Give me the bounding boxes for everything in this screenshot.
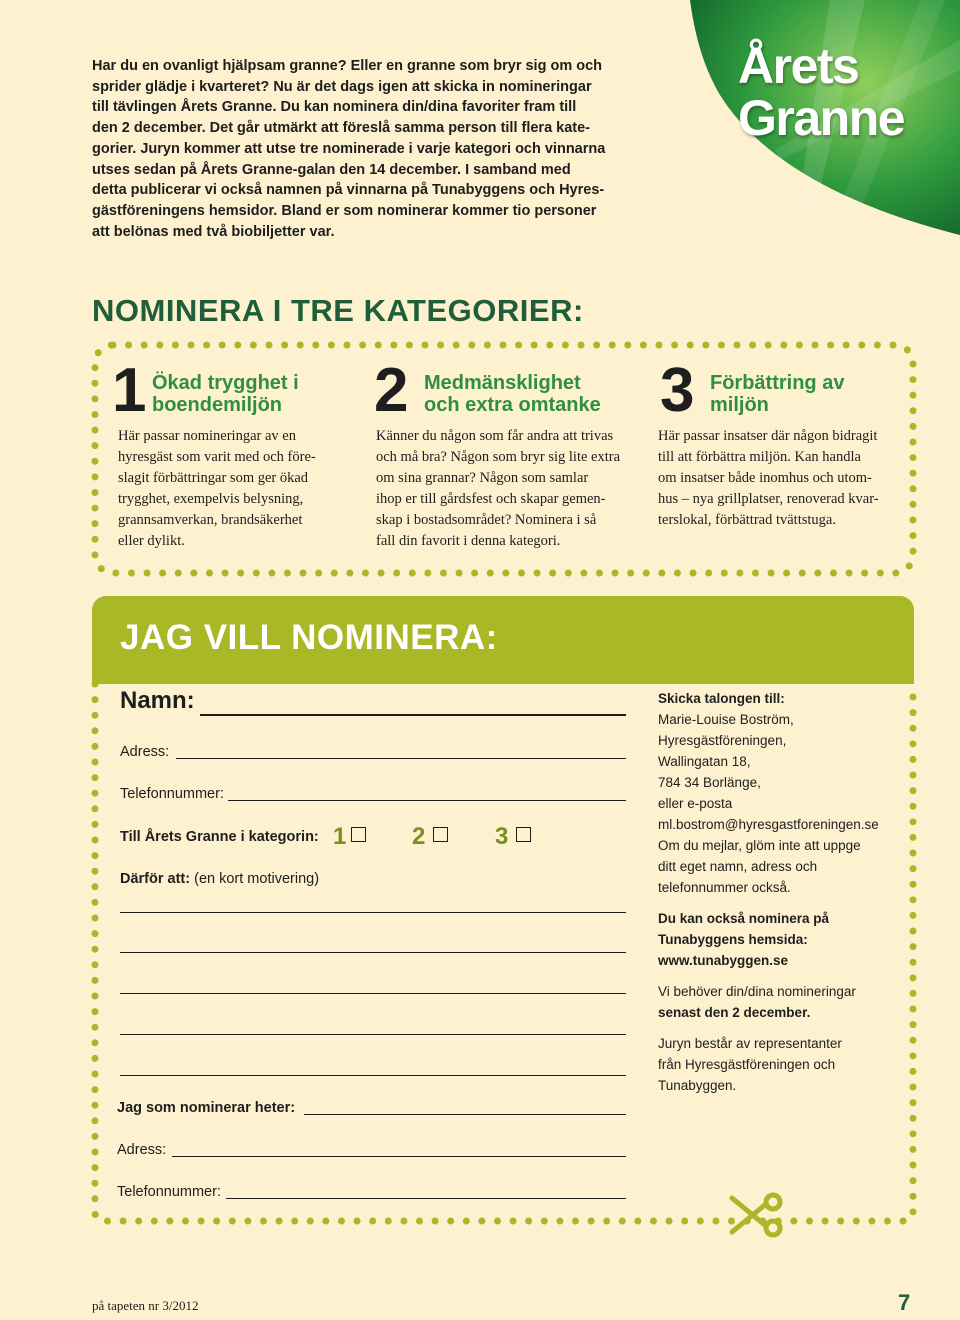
jury-line: Tunabyggen. — [658, 1078, 737, 1093]
brand-title-line2: Granne — [738, 90, 905, 146]
form-title: JAG VILL NOMINERA: — [120, 618, 498, 657]
category-option-3-number: 3 — [495, 823, 509, 850]
address-label: Adress: — [120, 744, 170, 760]
category-option-3-checkbox[interactable] — [516, 827, 531, 842]
categories-heading: NOMINERA I TRE KATEGORIER: — [92, 293, 584, 328]
reason-line-1[interactable] — [120, 912, 626, 913]
category-text-line: fall din favorit i denna kategori. — [376, 533, 561, 549]
web-line: Tunabyggens hemsida: — [658, 932, 808, 947]
category-title-line: boendemiljön — [152, 394, 282, 416]
intro-line: till tävlingen Årets Granne. Du kan nominera din/dina favoriter fram till — [92, 99, 577, 116]
website-link[interactable]: www.tunabyggen.se — [658, 953, 789, 968]
category-description — [118, 426, 340, 552]
phone-field[interactable] — [228, 800, 626, 801]
nominator-phone-field[interactable] — [226, 1198, 626, 1199]
category-title — [424, 372, 601, 416]
phone-label: Telefonnummer: — [120, 786, 224, 802]
category-text-line: trygghet, exempelvis belysning, — [118, 491, 304, 507]
nominator-field[interactable] — [304, 1114, 626, 1115]
nominator-phone-label: Telefonnummer: — [117, 1184, 221, 1200]
category-text-line: grannsamverkan, brandsäkerhet — [118, 512, 303, 528]
category-3 — [658, 356, 900, 560]
category-text-line: ihop er till gårdsfest och skapar gemen- — [376, 491, 606, 507]
submission-info — [658, 688, 890, 1106]
address-line: 784 34 Borlänge, — [658, 775, 761, 790]
category-text-line: hyresgäst som varit med och före- — [118, 449, 316, 465]
category-option-1-checkbox[interactable] — [351, 827, 366, 842]
reason-label-bold: Därför att: — [120, 871, 191, 887]
intro-line: utses sedan på Årets Granne-galan den 14 december. I samband med — [92, 161, 571, 178]
deadline-date: senast den 2 december. — [658, 1005, 811, 1020]
category-description — [376, 426, 632, 552]
category-text-line: och må bra? Någon som bryr sig lite extra — [376, 449, 621, 465]
intro-line: detta publicerar vi också namnen på vinnarna på Tunabyggens och Hyres- — [92, 182, 605, 199]
intro-line: sprider glädje i kvarteret? Nu är det dags igen att skicka in nomineringar — [92, 78, 592, 95]
category-1 — [112, 356, 344, 560]
deadline-line: Vi behöver din/dina nomineringar — [658, 984, 856, 999]
category-title-line: Medmänsklighet — [424, 372, 581, 394]
reason-label — [120, 870, 319, 888]
category-label: Till Årets Granne i kategorin: — [120, 829, 319, 845]
category-text-line: Känner du någon som får andra att trivas — [376, 428, 614, 444]
reason-line-2[interactable] — [120, 952, 626, 953]
category-number: 3 — [660, 356, 693, 425]
category-text-line: Här passar nomineringar av en — [118, 428, 296, 444]
jury-line: Juryn består av representanter — [658, 1036, 842, 1051]
address-line: telefonnummer också. — [658, 880, 791, 895]
category-title-line: miljön — [710, 394, 769, 416]
category-option-1-number: 1 — [333, 823, 347, 850]
name-field[interactable] — [200, 714, 626, 716]
scissors-icon — [728, 1192, 784, 1238]
intro-paragraph — [92, 56, 632, 242]
nominator-address-label: Adress: — [117, 1142, 167, 1158]
category-number: 2 — [374, 356, 407, 425]
category-text-line: terslokal, förbättrad tvättstuga. — [658, 512, 836, 528]
address-line: Om du mejlar, glöm inte att uppge — [658, 838, 861, 853]
nominator-label: Jag som nominerar heter: — [117, 1100, 296, 1116]
category-title-line: och extra omtanke — [424, 394, 601, 416]
intro-line: gorier. Juryn kommer att utse tre nominerade i varje kategori och vinnarna — [92, 140, 606, 157]
email-link[interactable]: ml.bostrom@hyresgastforeningen.se — [658, 817, 879, 832]
send-heading: Skicka talongen till: — [658, 691, 785, 706]
address-line: ditt eget namn, adress och — [658, 859, 818, 874]
category-title — [152, 372, 299, 416]
publication-footer: på tapeten nr 3/2012 — [92, 1298, 199, 1313]
category-number: 1 — [112, 356, 145, 425]
category-text-line: eller dylikt. — [118, 533, 185, 549]
name-label: Namn: — [120, 687, 195, 714]
category-title — [710, 372, 844, 416]
category-text-line: slagit förbättringar som ger ökad — [118, 470, 309, 486]
category-text-line: om sina grannar? Någon som samlar — [376, 470, 589, 486]
address-field[interactable] — [176, 758, 626, 759]
category-2 — [374, 356, 644, 560]
intro-line: att belönas med två biobiljetter var. — [92, 223, 335, 240]
page-number: 7 — [898, 1290, 911, 1315]
address-line: Wallingatan 18, — [658, 754, 751, 769]
jury-line: från Hyresgästföreningen och — [658, 1057, 836, 1072]
address-line: eller e-posta — [658, 796, 733, 811]
category-title-line: Ökad trygghet i — [152, 372, 299, 394]
reason-line-4[interactable] — [120, 1034, 626, 1035]
intro-line: Har du en ovanligt hjälpsam granne? Eller en granne som bryr sig om och — [92, 58, 603, 74]
category-text-line: hus – nya grillplatser, renoverad kvar- — [658, 491, 879, 507]
category-description — [658, 426, 894, 531]
web-line: Du kan också nominera på — [658, 911, 830, 926]
category-option-2-number: 2 — [412, 823, 426, 850]
category-title-line: Förbättring av — [710, 372, 845, 394]
address-line: Marie-Louise Boström, — [658, 712, 794, 727]
brand-title — [738, 40, 948, 144]
category-text-line: om insatser både inomhus och utom- — [658, 470, 872, 486]
category-text-line: till att förbättra miljön. Kan handla — [658, 449, 861, 465]
reason-line-5[interactable] — [120, 1075, 626, 1076]
reason-label-hint: (en kort motivering) — [194, 871, 320, 887]
category-option-2-checkbox[interactable] — [433, 827, 448, 842]
intro-line: den 2 december. Det går utmärkt att föreslå samma person till flera kate- — [92, 120, 591, 137]
nominator-address-field[interactable] — [172, 1156, 626, 1157]
reason-line-3[interactable] — [120, 993, 626, 994]
category-text-line: skap i bostadsområdet? Nominera i så — [376, 512, 597, 528]
category-text-line: Här passar insatser där någon bidragit — [658, 428, 878, 444]
brand-title-line1: Årets — [738, 38, 859, 94]
intro-line: gästföreningens hemsidor. Bland er som nominerar kommer tio personer — [92, 202, 597, 219]
address-line: Hyresgästföreningen, — [658, 733, 787, 748]
